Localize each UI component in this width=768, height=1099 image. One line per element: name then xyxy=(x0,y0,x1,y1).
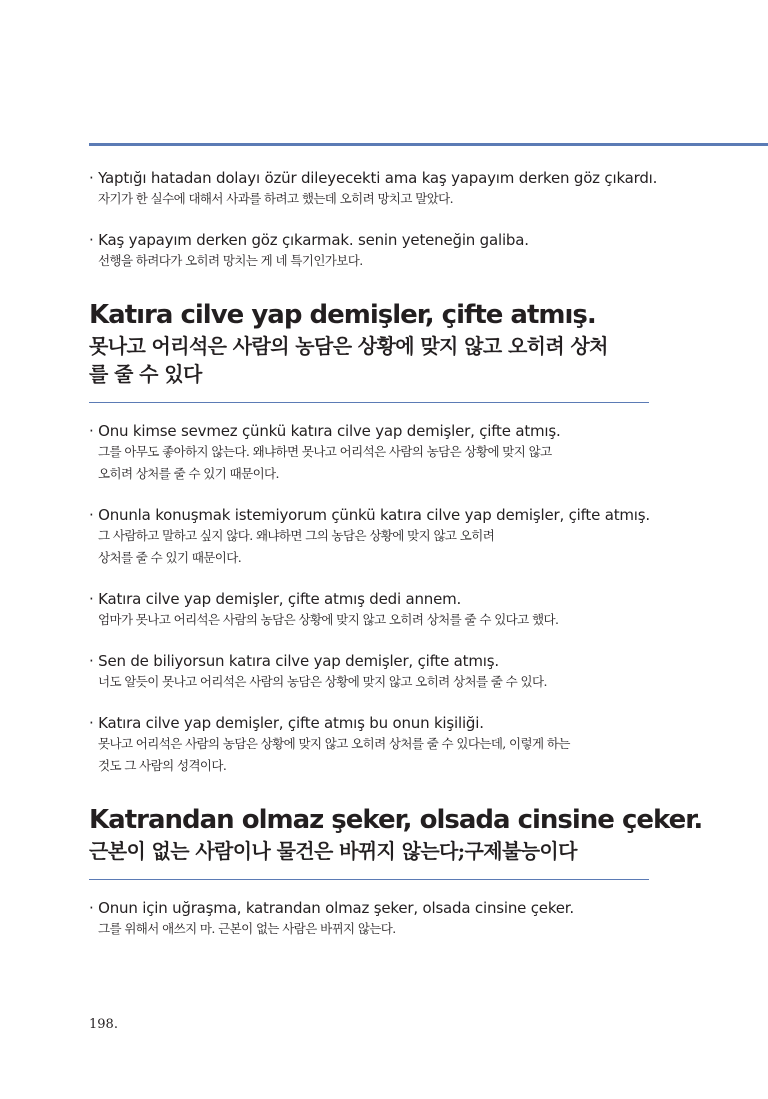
example xyxy=(89,651,659,693)
example-korean xyxy=(89,250,659,272)
example-korean-line: 선행을 하려다가 오히려 망치는 게 네 특기인가보다. xyxy=(98,253,363,268)
example-intro-2 xyxy=(89,230,659,272)
example-turkish: · Onun için uğraşma, katrandan olmaz şeker, olsada cinsine çeker. xyxy=(89,899,574,917)
example xyxy=(89,713,659,777)
example xyxy=(89,421,659,485)
heading-korean-line: 를 줄 수 있다 xyxy=(89,362,202,386)
example-turkish: · Katıra cilve yap demişler, çifte atmış dedi annem. xyxy=(89,590,462,608)
example xyxy=(89,505,659,569)
example-korean-line: 그를 위해서 애쓰지 마. 근본이 없는 사람은 바뀌지 않는다. xyxy=(98,921,396,936)
example-turkish: · Yaptığı hatadan dolayı özür dileyecekti ama kaş yapayım derken göz çıkardı. xyxy=(89,169,658,187)
example-korean-line: 엄마가 못나고 어리석은 사람의 농담은 상황에 맞지 않고 오히려 상처를 줄 수 있다고 했다. xyxy=(98,612,559,627)
section-divider xyxy=(89,879,649,880)
example-korean xyxy=(89,733,659,777)
proverb-heading-turkish: Katrandan olmaz şeker, olsada cinsine çeker. xyxy=(89,805,703,835)
example-turkish: · Katıra cilve yap demişler, çifte atmış bu onun kişiliği. xyxy=(89,714,484,732)
proverb-heading-korean xyxy=(89,837,659,865)
example-korean xyxy=(89,188,659,210)
example-korean-line: 너도 알듯이 못나고 어리석은 사람의 농담은 상황에 맞지 않고 오히려 상처를 줄 수 있다. xyxy=(98,674,547,689)
example-korean-line: 그 사람하고 말하고 싶지 않다. 왜냐하면 그의 농담은 상황에 맞지 않고 오히려 xyxy=(98,528,495,543)
example-korean-line: 못나고 어리석은 사람의 농담은 상황에 맞지 않고 오히려 상처를 줄 수 있다는데, 이렇게 하는 xyxy=(98,736,570,751)
example-korean xyxy=(89,525,659,569)
example xyxy=(89,898,659,940)
example-korean-line: 그를 아무도 좋아하지 않는다. 왜냐하면 못나고 어리석은 사람의 농담은 상황에 맞지 않고 xyxy=(98,444,552,459)
example-korean-line: 오히려 상처를 줄 수 있기 때문이다. xyxy=(98,466,279,481)
example-korean-line: 상처를 줄 수 있기 때문이다. xyxy=(98,550,242,565)
example-turkish: · Sen de biliyorsun katıra cilve yap demişler, çifte atmış. xyxy=(89,652,499,670)
example-turkish: · Onunla konuşmak istemiyorum çünkü katıra cilve yap demişler, çifte atmış. xyxy=(89,506,650,524)
example-turkish: · Kaş yapayım derken göz çıkarmak. senin yeteneğin galiba. xyxy=(89,231,529,249)
example-korean xyxy=(89,671,659,693)
example-korean xyxy=(89,918,659,940)
example-korean xyxy=(89,441,659,485)
example-turkish: · Onu kimse sevmez çünkü katıra cilve yap demişler, çifte atmış. xyxy=(89,422,561,440)
example-korean-line: 것도 그 사람의 성격이다. xyxy=(98,758,227,773)
heading-korean-line: 근본이 없는 사람이나 물건은 바뀌지 않는다;구제불능이다 xyxy=(89,839,577,863)
proverb-section-2 xyxy=(89,805,703,940)
top-rule xyxy=(89,143,768,146)
page-number: 198. xyxy=(89,1017,118,1032)
proverb-heading-turkish: Katıra cilve yap demişler, çifte atmış. xyxy=(89,300,596,330)
example xyxy=(89,589,659,631)
heading-korean-line: 못나고 어리석은 사람의 농담은 상황에 맞지 않고 오히려 상처 xyxy=(89,334,608,358)
proverb-heading-korean xyxy=(89,332,659,388)
proverb-section-1 xyxy=(89,300,659,777)
page-content xyxy=(89,168,703,960)
example-korean xyxy=(89,609,659,631)
section-divider xyxy=(89,402,649,403)
example-korean-line: 자기가 한 실수에 대해서 사과를 하려고 했는데 오히려 망치고 말았다. xyxy=(98,191,454,206)
example-intro-1 xyxy=(89,168,659,210)
